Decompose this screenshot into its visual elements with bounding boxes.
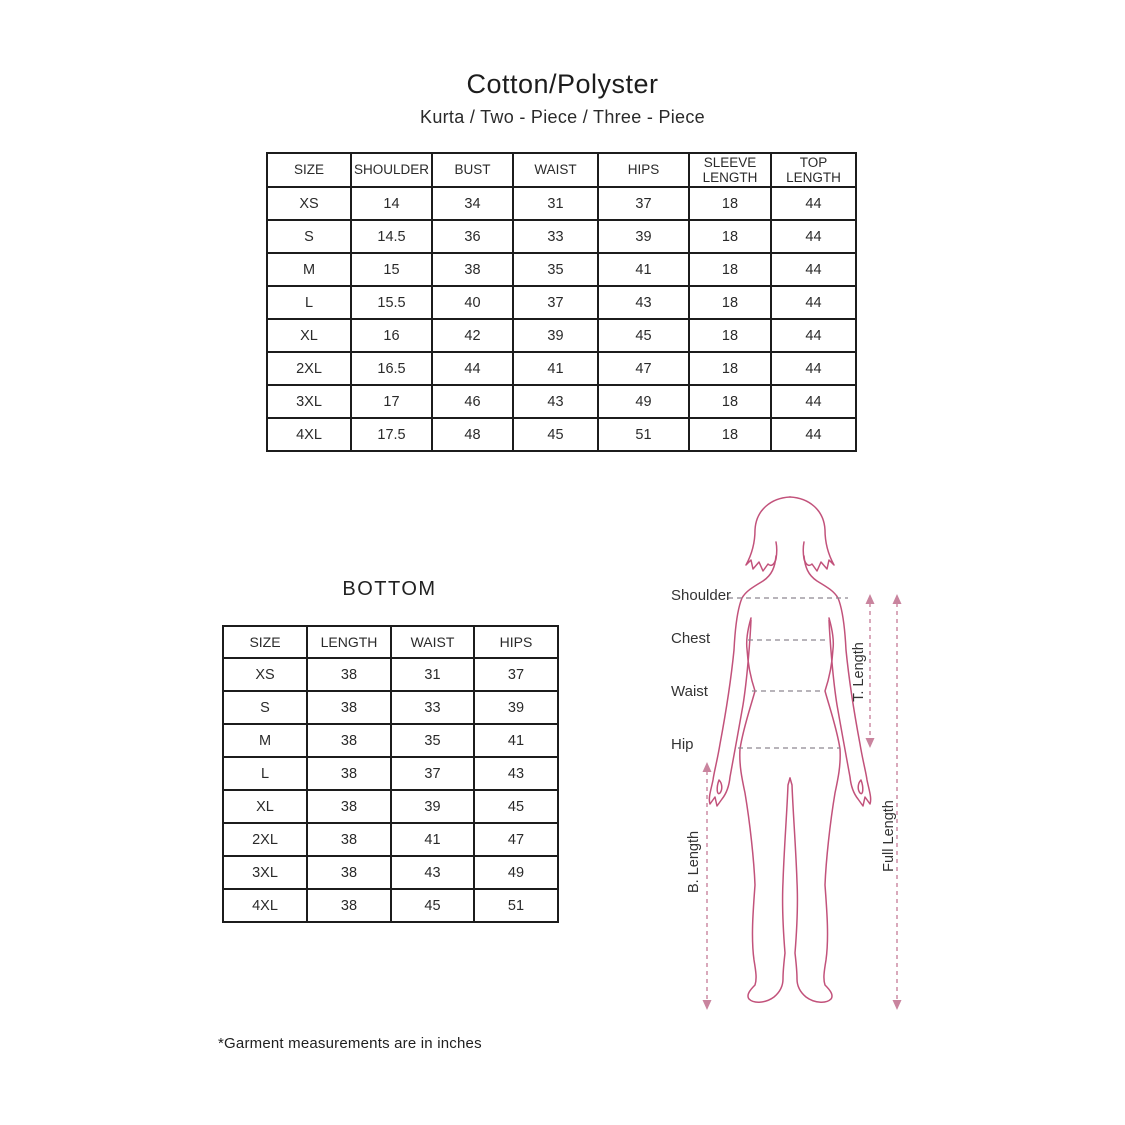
table-cell: L — [267, 286, 351, 319]
table-row — [267, 253, 856, 286]
table-cell: 33 — [513, 220, 598, 253]
table-cell: 43 — [513, 385, 598, 418]
table-header-cell: HIPS — [474, 626, 558, 658]
table-cell: 45 — [391, 889, 474, 922]
figure-label-hip: Hip — [671, 736, 694, 753]
table-cell: 43 — [474, 757, 558, 790]
table-cell: 18 — [689, 286, 771, 319]
table-cell: 39 — [391, 790, 474, 823]
table-cell: 38 — [432, 253, 513, 286]
table-cell: 39 — [598, 220, 689, 253]
table-header-cell: LENGTH — [307, 626, 391, 658]
top-size-table — [266, 152, 857, 452]
table-cell: 18 — [689, 187, 771, 220]
table-cell: 38 — [307, 856, 391, 889]
table-cell: 51 — [474, 889, 558, 922]
table-cell: 41 — [513, 352, 598, 385]
table-cell: 47 — [474, 823, 558, 856]
table-row — [267, 385, 856, 418]
measurement-footnote: *Garment measurements are in inches — [218, 1035, 482, 1052]
table-row — [223, 790, 558, 823]
table-cell: 15 — [351, 253, 432, 286]
table-cell: S — [267, 220, 351, 253]
table-cell: 38 — [307, 658, 391, 691]
table-cell: 18 — [689, 220, 771, 253]
table-row — [267, 220, 856, 253]
table-cell: 44 — [771, 220, 856, 253]
bottom-table-title: BOTTOM — [342, 578, 437, 600]
table-header-row — [223, 626, 558, 658]
table-row — [267, 319, 856, 352]
table-header-cell: BUST — [432, 153, 513, 187]
table-cell: 3XL — [223, 856, 307, 889]
table-cell: 2XL — [267, 352, 351, 385]
table-cell: XS — [223, 658, 307, 691]
table-row — [223, 691, 558, 724]
table-cell: XL — [267, 319, 351, 352]
table-cell: 37 — [474, 658, 558, 691]
table-cell: 14 — [351, 187, 432, 220]
table-cell: 14.5 — [351, 220, 432, 253]
table-header-row — [267, 153, 856, 187]
table-cell: M — [267, 253, 351, 286]
table-cell: 45 — [598, 319, 689, 352]
table-cell: M — [223, 724, 307, 757]
table-header-cell: SLEEVE LENGTH — [689, 153, 771, 187]
page-title: Cotton/Polyster — [466, 69, 659, 99]
table-cell: 4XL — [267, 418, 351, 451]
table-cell: 2XL — [223, 823, 307, 856]
table-cell: 35 — [513, 253, 598, 286]
table-cell: 37 — [391, 757, 474, 790]
table-cell: 43 — [598, 286, 689, 319]
table-cell: 45 — [513, 418, 598, 451]
bottom-size-table — [222, 625, 559, 923]
table-cell: 38 — [307, 889, 391, 922]
figure-label-t-length: T. Length — [851, 642, 867, 702]
table-cell: 41 — [598, 253, 689, 286]
page-subtitle: Kurta / Two - Piece / Three - Piece — [420, 107, 705, 127]
figure-label-full-length: Full Length — [881, 800, 897, 872]
table-row — [223, 757, 558, 790]
table-header-cell: SHOULDER — [351, 153, 432, 187]
table-cell: 47 — [598, 352, 689, 385]
table-cell: 34 — [432, 187, 513, 220]
table-cell: 48 — [432, 418, 513, 451]
table-cell: 39 — [513, 319, 598, 352]
table-cell: 38 — [307, 757, 391, 790]
figure-label-waist: Waist — [671, 683, 708, 700]
table-cell: 36 — [432, 220, 513, 253]
table-cell: 49 — [598, 385, 689, 418]
table-cell: 18 — [689, 385, 771, 418]
table-header-cell: SIZE — [223, 626, 307, 658]
figure-label-b-length: B. Length — [686, 830, 702, 894]
table-cell: 17.5 — [351, 418, 432, 451]
table-cell: 44 — [771, 385, 856, 418]
table-cell: 18 — [689, 418, 771, 451]
table-cell: 3XL — [267, 385, 351, 418]
table-cell: 38 — [307, 724, 391, 757]
table-cell: 44 — [771, 319, 856, 352]
table-row — [267, 286, 856, 319]
table-cell: 44 — [771, 286, 856, 319]
table-cell: 15.5 — [351, 286, 432, 319]
table-cell: 17 — [351, 385, 432, 418]
table-cell: 44 — [432, 352, 513, 385]
table-cell: 51 — [598, 418, 689, 451]
bottom-table-body — [223, 658, 558, 922]
table-header-cell: TOP LENGTH — [771, 153, 856, 187]
table-cell: 18 — [689, 352, 771, 385]
table-cell: S — [223, 691, 307, 724]
table-cell: 31 — [513, 187, 598, 220]
table-cell: 38 — [307, 691, 391, 724]
table-cell: 38 — [307, 790, 391, 823]
figure-label-chest: Chest — [671, 630, 711, 647]
table-row — [223, 724, 558, 757]
table-header-cell: WAIST — [513, 153, 598, 187]
table-cell: 35 — [391, 724, 474, 757]
table-row — [223, 658, 558, 691]
table-row — [223, 823, 558, 856]
table-cell: 37 — [513, 286, 598, 319]
table-cell: 43 — [391, 856, 474, 889]
table-cell: 45 — [474, 790, 558, 823]
table-row — [223, 889, 558, 922]
table-cell: 44 — [771, 418, 856, 451]
table-cell: 18 — [689, 319, 771, 352]
table-row — [267, 187, 856, 220]
table-header-cell: WAIST — [391, 626, 474, 658]
table-cell: 39 — [474, 691, 558, 724]
table-cell: 16 — [351, 319, 432, 352]
table-cell: 4XL — [223, 889, 307, 922]
figure-label-shoulder: Shoulder — [671, 587, 732, 604]
top-table-body — [267, 187, 856, 451]
table-header-cell: SIZE — [267, 153, 351, 187]
table-cell: L — [223, 757, 307, 790]
table-cell: 41 — [474, 724, 558, 757]
table-cell: XL — [223, 790, 307, 823]
table-cell: 44 — [771, 187, 856, 220]
table-row — [223, 856, 558, 889]
table-cell: 41 — [391, 823, 474, 856]
table-cell: 31 — [391, 658, 474, 691]
table-cell: 33 — [391, 691, 474, 724]
table-header-cell: HIPS — [598, 153, 689, 187]
table-cell: 44 — [771, 352, 856, 385]
table-cell: 40 — [432, 286, 513, 319]
table-cell: XS — [267, 187, 351, 220]
body-measurement-diagram-icon — [650, 480, 940, 1045]
table-cell: 16.5 — [351, 352, 432, 385]
table-cell: 46 — [432, 385, 513, 418]
table-row — [267, 352, 856, 385]
table-cell: 44 — [771, 253, 856, 286]
table-row — [267, 418, 856, 451]
table-cell: 18 — [689, 253, 771, 286]
table-cell: 49 — [474, 856, 558, 889]
table-cell: 37 — [598, 187, 689, 220]
table-cell: 42 — [432, 319, 513, 352]
table-cell: 38 — [307, 823, 391, 856]
